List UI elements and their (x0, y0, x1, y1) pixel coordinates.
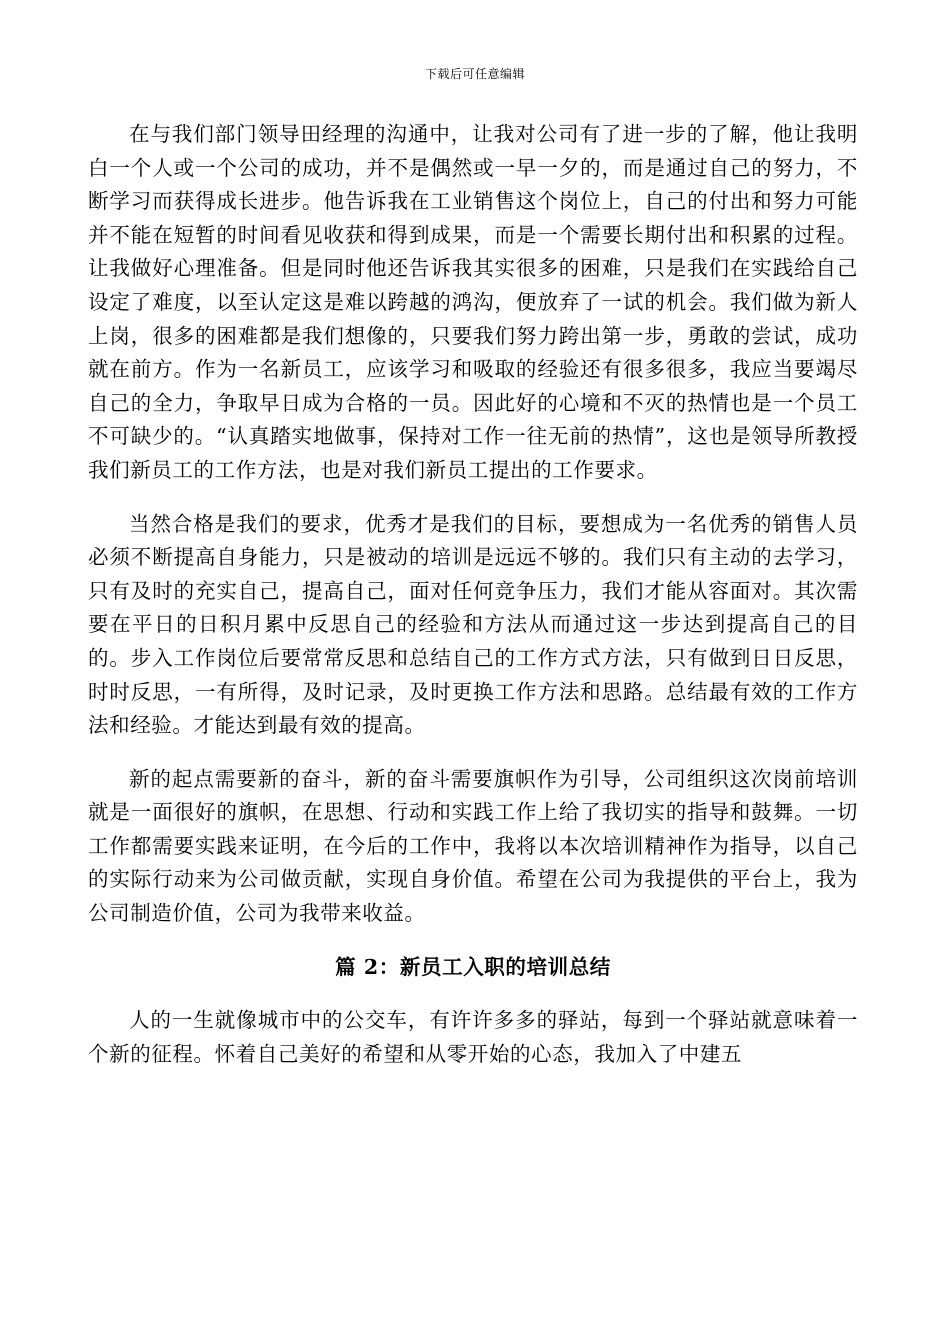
paragraph: 人的一生就像城市中的公交车，有许许多多的驿站，每到一个驿站就意味着一个新的征程。怀着自己美好的希望和从零开始的心态，我加入了中建五 (88, 1008, 858, 1066)
document-body (88, 118, 858, 1071)
paragraph: 新的起点需要新的奋斗，新的奋斗需要旗帜作为引导，公司组织这次岗前培训就是一面很好的旗帜，在思想、行动和实践工作上给了我切实的指导和鼓舞。一切工作都需要实践来证明，在今后的工作中，我将以本次培训精神作为指导，以自己的实际行动来为公司做贡献，实现自身价值。希望在公司为我提供的平台上，我为公司制造价值，公司为我带来收益。 (88, 766, 858, 926)
paragraph: 当然合格是我们的要求，优秀才是我们的目标，要想成为一名优秀的销售人员必须不断提高自身能力，只是被动的培训是远远不够的。我们只有主动的去学习，只有及时的充实自己，提高自己，面对任何竞争压力，我们才能从容面对。其次需要在平日的日积月累中反思自己的经验和方法从而通过这一步达到提高自己的目的。步入工作岗位后要常常反思和总结自己的工作方式方法，只有做到日日反思，时时反思，一有所得，及时记录，及时更换工作方法和思路。总结最有效的工作方法和经验。才能达到最有效的提高。 (88, 511, 858, 738)
paragraph: 在与我们部门领导田经理的沟通中，让我对公司有了进一步的了解，他让我明白一个人或一个公司的成功，并不是偶然或一早一夕的，而是通过自己的努力，不断学习而获得成长进步。他告诉我在工业销售这个岗位上，自己的付出和努力可能并不能在短暂的时间看见收获和得到成果，而是一个需要长期付出和积累的过程。让我做好心理准备。但是同时他还告诉我其实很多的困难，只是我们在实践给自己设定了难度，以至认定这是难以跨越的鸿沟，便放弃了一试的机会。我们做为新人上岗，很多的困难都是我们想像的，只要我们努力跨出第一步，勇敢的尝试，成功就在前方。作为一名新员工，应该学习和吸取的经验还有很多很多，我应当要竭尽自己的全力，争取早日成为合格的一员。因此好的心境和不灭的热情也是一个员工不可缺少的。“认真踏实地做事，保持对工作一往无前的热情”，这也是领导所教授我们新员工的工作方法，也是对我们新员工提出的工作要求。 (88, 122, 858, 482)
section-heading: 篇 2：新员工入职的培训总结 (335, 954, 611, 979)
page-header-note: 下载后可任意编辑 (424, 67, 525, 81)
